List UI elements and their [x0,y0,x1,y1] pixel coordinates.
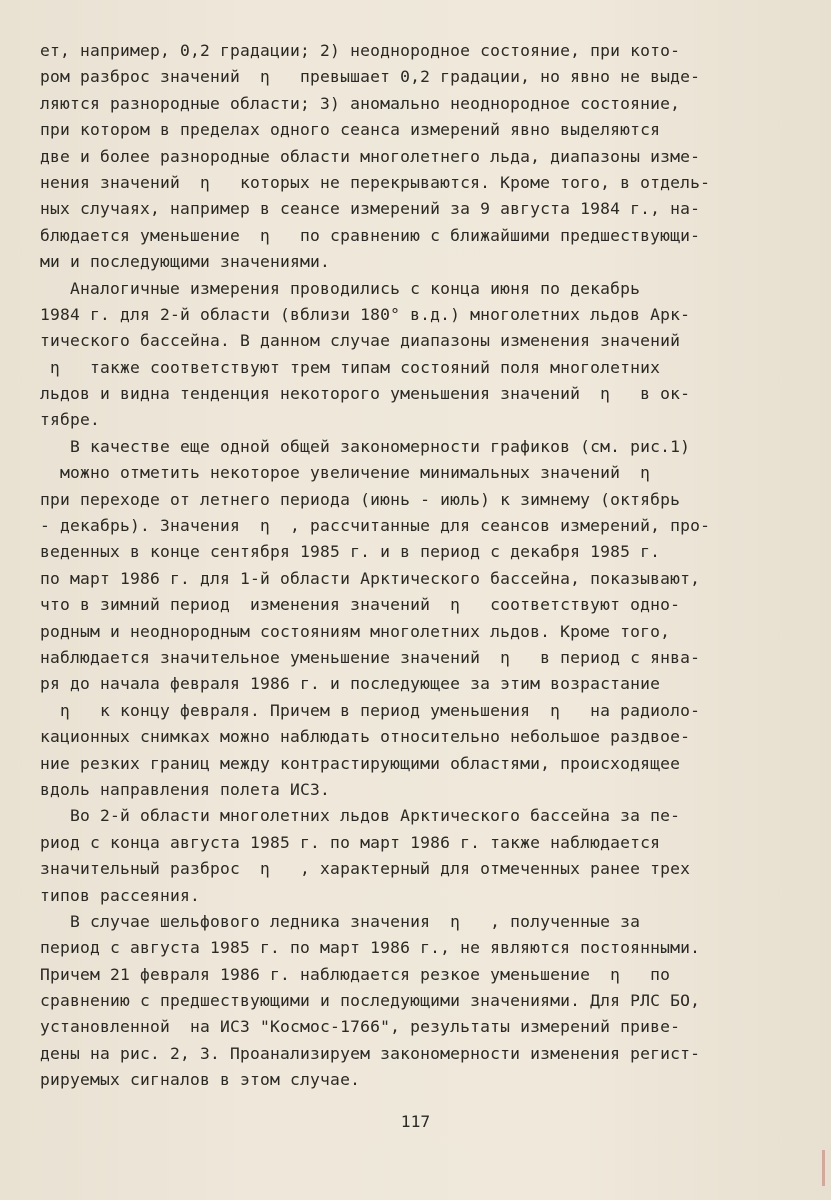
text-line: вдоль направления полета ИСЗ. [40,779,331,799]
text-line: дены на рис. 2, 3. Проанализируем закономерности изменения регист- [40,1043,701,1063]
body-text [40,38,800,1094]
text-line: - декабрь). Значения η , рассчитанные для сеансов измерений, про- [40,516,711,536]
text-line: η к концу февраля. Причем в период уменьшения η на радиоло- [40,700,701,720]
text-line: родным и неоднородным состояниям многолетних льдов. Кроме того, [40,621,671,641]
text-line: две и более разнородные области многолетнего льда, диапазоны изме- [40,146,701,166]
text-line: риод с конца августа 1985 г. по март 1986 г. также наблюдается [40,832,661,852]
page-number: 117 [400,1112,431,1131]
text-line: нения значений η которых не перекрываются. Кроме того, в отдель- [40,172,711,192]
text-line: значительный разброс η , характерный для отмеченных ранее трех [40,859,691,879]
text-line: ром разброс значений η превышает 0,2 градации, но явно не выде- [40,67,701,87]
text-line: η также соответствуют трем типам состояний поля многолетних [40,357,661,377]
text-line: рируемых сигналов в этом случае. [40,1070,361,1090]
text-line: тябре. [40,410,101,430]
text-line: В случае шельфового ледника значения η , полученные за [40,911,641,931]
text-line: установленной на ИСЗ "Космос-1766", результаты измерений приве- [40,1017,681,1037]
text-line: можно отметить некоторое увеличение минимальных значений η [40,463,651,483]
text-line: период с августа 1985 г. по март 1986 г., не являются постоянными. [40,938,701,958]
text-line: ных случаях, например в сеансе измерений за 9 августа 1984 г., на- [40,199,701,219]
text-line: В качестве еще одной общей закономерности графиков (см. рис.1) [40,436,691,456]
text-line: ет, например, 0,2 градации; 2) неоднородное состояние, при кото- [40,41,681,60]
text-line: что в зимний период изменения значений η соответствуют одно- [40,595,681,615]
text-line: Причем 21 февраля 1986 г. наблюдается резкое уменьшение η по [40,964,671,984]
text-line: кационных снимках можно наблюдать относительно небольшое раздвое- [40,727,691,747]
text-line: веденных в конце сентября 1985 г. и в период с декабря 1985 г. [40,542,661,562]
edge-mark [822,1150,825,1186]
text-line: блюдается уменьшение η по сравнению с ближайшими предшествующи- [40,225,701,245]
text-line: по март 1986 г. для 1-й области Арктического бассейна, показывают, [40,568,701,588]
text-line: ние резких границ между контрастирующими областями, происходящее [40,753,681,773]
text-line: наблюдается значительное уменьшение значений η в период с янва- [40,647,701,667]
text-line: льдов и видна тенденция некоторого уменьшения значений η в ок- [40,384,691,404]
text-line: 1984 г. для 2-й области (вблизи 180° в.д.) многолетних льдов Арк- [40,304,691,324]
text-line: при переходе от летнего периода (июнь - июль) к зимнему (октябрь [40,489,681,509]
text-line: тического бассейна. В данном случае диапазоны изменения значений [40,331,681,351]
text-line: типов рассеяния. [40,885,201,905]
text-line: сравнению с предшествующими и последующими значениями. Для РЛС БО, [40,991,701,1011]
text-line: ми и последующими значениями. [40,252,331,272]
text-line: ря до начала февраля 1986 г. и последующее за этим возрастание [40,674,661,694]
text-line: при котором в пределах одного сеанса измерений явно выделяются [40,120,661,140]
text-line: Во 2-й области многолетних льдов Арктического бассейна за пе- [40,806,681,826]
text-line: Аналогичные измерения проводились с конца июня по декабрь [40,278,641,298]
text-line: ляются разнородные области; 3) аномально неоднородное состояние, [40,93,681,113]
